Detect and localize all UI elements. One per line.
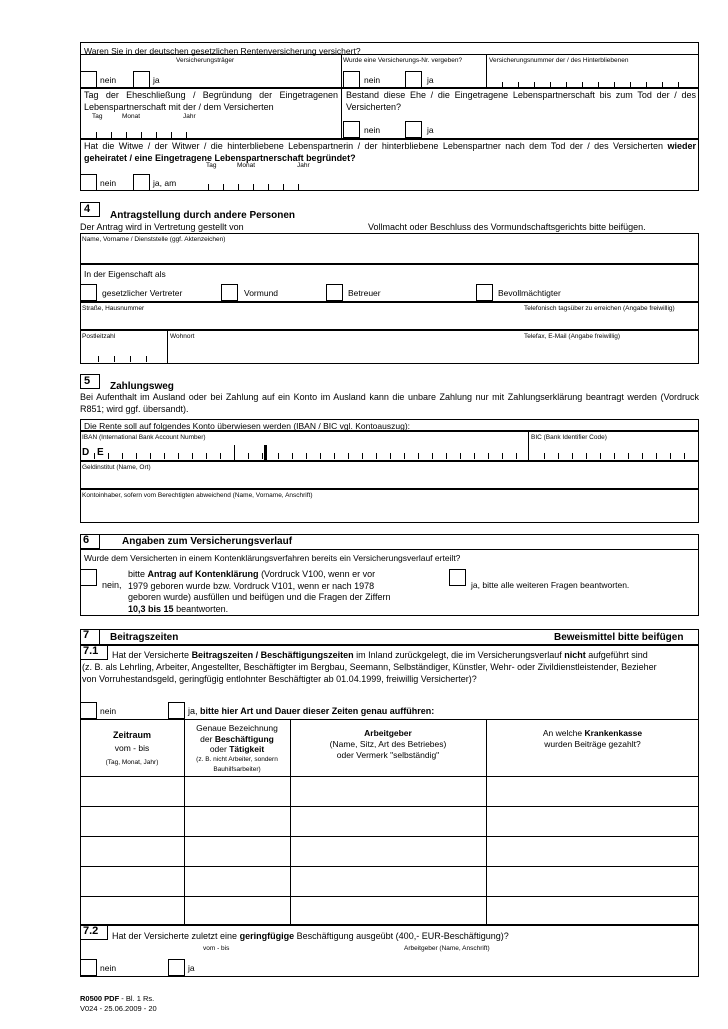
s4-strasse-label: Straße, Hausnummer [82,305,145,312]
s7-number: 7 [80,629,100,645]
s3-ja-label: ja [153,75,160,85]
s3-vsnr-label: Versicherungsnummer der / des Hinterbliebenen [489,57,629,64]
s71-col-krankenkasse-header: An welche Krankenkasse wurden Beiträge gezahlt? [542,728,643,749]
s3-witwe-monat-label: Monat [237,162,256,169]
s3-witwe-date-ticks[interactable] [196,182,346,190]
s4-name-label: Name, Vorname / Dienststelle (ggf. Aktenzeichen) [82,236,226,243]
s3-nr-nein-checkbox[interactable] [343,71,360,88]
s5-iban-label: IBAN (International Bank Account Number) [82,434,206,441]
s4-wohnort-label: Wohnort [170,333,195,340]
s72-question: Hat der Versicherte zuletzt eine geringfügige Beschäftigung ausgeübt (400,- EUR-Beschäftigung)? [112,931,509,941]
s4-bevollmaechtigter-label: Bevollmächtigter [498,288,561,298]
s4-plz-ticks[interactable] [82,354,166,362]
s71-col-beschaeftigung-header: Genaue Bezeichnung der Beschäftigung oder Tätigkeit (z. B. nicht Arbeiter, sondern Bauhilfsarbeiter) [196,723,278,773]
s4-title: Antragstellung durch andere Personen [110,210,296,221]
s5-iban-e: E [97,447,104,458]
s4-gesetzlich-label: gesetzlicher Vertreter [102,288,183,298]
s3-versicherungstraeger-label: Versicherungsträger [176,57,235,64]
s6-title: Angaben zum Versicherungsverlauf [122,536,293,547]
s3-witwe-ja-am-label: ja, am [153,178,177,188]
s71-box [80,645,699,925]
s4-vormund-checkbox[interactable] [221,284,238,301]
s4-telefon-label: Telefonisch tagsüber zu erreichen (Angabe freiwillig) [524,305,675,312]
s4-eigenschaft-label: In der Eigenschaft als [84,269,166,279]
s6-number: 6 [80,534,100,549]
s4-vertretung: Der Antrag wird in Vertretung gestellt von [80,222,244,232]
s3-nein-label: nein [100,75,117,85]
s4-betreuer-checkbox[interactable] [326,284,343,301]
s3-marriage-label: Tag der Eheschließung / Begründung der Eingetragenen Lebenspartnerschaft mit der / dem Versicherten [84,90,338,112]
s71-number: 7.1 [80,645,108,660]
s7-title: Beitragszeiten [110,632,179,643]
s71-ja-checkbox[interactable] [168,702,185,719]
s5-geldinstitut-box[interactable] [80,461,699,489]
s4-telefax-label: Telefax, E-Mail (Angabe freiwillig) [524,333,621,340]
s3-versichert-nein-checkbox[interactable] [80,71,97,88]
s3-tag-label: Tag [92,113,103,120]
s5-bic-label: BIC (Bank Identifier Code) [531,434,607,441]
s72-number: 7.2 [80,925,108,940]
s71-nein-label: nein [100,706,117,716]
s6-nein-label: nein, [102,580,122,590]
s72-arbeitgeber-label: Arbeitgeber (Name, Anschrift) [404,945,490,952]
s3-bestand-nein-checkbox[interactable] [343,121,360,138]
s72-nein-label: nein [100,963,117,973]
s71-ja-label: ja, bitte hier Art und Dauer dieser Zeiten genau aufführen: [188,706,435,716]
s71-nein-checkbox[interactable] [80,702,97,719]
s4-bevollmaechtigter-checkbox[interactable] [476,284,493,301]
s3-witwe-nein-checkbox[interactable] [80,174,97,191]
s4-plz-label: Postleitzahl [82,333,116,340]
footer-form-id: R0500 PDF - Bl. 1 Rs. [80,994,155,1003]
s6-nein-text: bitte Antrag auf Kontenklärung (Vordruck V100, wenn er vor 1979 geboren wurde bzw. Vordruck V101, wenn er nach 1978 geboren wurde) ausfüllen und beifügen und die Fragen der Ziffern 10,3 bis 15 beantworten. [128,569,391,614]
s5-iban-d: D [82,447,90,458]
s3-bestand-nein-label: nein [364,125,381,135]
s72-ja-checkbox[interactable] [168,959,185,976]
s6-ja-checkbox[interactable] [449,569,466,586]
s3-jahr-label: Jahr [183,113,196,120]
s3-witwe-nein-label: nein [100,178,117,188]
s3-vsnr-ticks[interactable] [490,80,696,88]
s6-ja-label: ja, bitte alle weiteren Fragen beantworten. [471,580,630,590]
s71-question-line3: von Vorruhestandsgeld, geringfügig entlohnter Beschäftigter ab 01.04.1999, freiwillig Versicherter)? [82,674,477,684]
s4-vormund-label: Vormund [244,288,279,298]
s3-bestand-label: Bestand diese Ehe / die Eingetragene Lebenspartnerschaft bis zum Tod der / des Versicherten? [346,90,696,112]
s71-col-arbeitgeber-header: Arbeitgeber (Name, Sitz, Art des Betriebes) oder Vermerk "selbständig" [329,728,447,760]
s7-beweismittel: Beweismittel bitte beifügen [554,632,684,643]
s71-question-line2: (z. B. als Lehrling, Arbeiter, Angestellter, Beschäftigter im Bergbau, Seemann, Selbständiger, Künstler, Wehr- oder Zivildienstleistender, Bezieher [82,662,657,672]
s5-number: 5 [80,374,100,389]
s3-witwe-jahr-label: Jahr [297,162,310,169]
s4-gesetzlich-checkbox[interactable] [80,284,97,301]
s72-vom-bis-label: vom - bis [203,945,230,952]
s72-ja-label: ja [188,963,195,973]
s3-nr-ja-checkbox[interactable] [405,71,422,88]
s5-title: Zahlungsweg [110,381,174,392]
s3-witwe-tag-label: Tag [206,162,217,169]
s3-marriage-date-ticks[interactable] [84,130,234,138]
s4-betreuer-label: Betreuer [348,288,381,298]
s4-vollmacht-note: Vollmacht oder Beschluss des Vormundschaftsgerichts bitte beifügen. [368,222,646,232]
s3-monat-label: Monat [122,113,141,120]
s3-nr-vergeben-label: Wurde eine Versicherungs-Nr. vergeben? [343,57,463,64]
s5-geldinstitut-label: Geldinstitut (Name, Ort) [82,464,151,471]
s71-question-line1: Hat der Versicherte Beitragszeiten / Beschäftigungszeiten im Inland zurückgelegt, die im Versicherungsverlauf nicht aufgeführt sind [112,650,648,660]
s3-nr-nein-label: nein [364,75,381,85]
s5-text: Bei Aufenthalt im Ausland oder bei Zahlung auf ein Konto im Ausland kann die unbare Zahlung nur mit Zahlungserklärung beantragt werden (Vordruck R851; wird ggf. übersandt). [80,392,699,414]
s4-number: 4 [80,202,100,217]
s6-nein-checkbox[interactable] [80,569,97,586]
s6-question: Wurde dem Versicherten in einem Kontenklärungsverfahren bereits ein Versicherungsverlauf erteilt? [84,553,461,563]
s5-kontoinhaber-label: Kontoinhaber, sofern vom Berechtigten abweichend (Name, Vorname, Anschrift) [82,492,313,499]
s3-nr-ja-label: ja [427,75,434,85]
s3-bestand-ja-label: ja [427,125,434,135]
s5-iban-ticks[interactable] [80,443,528,461]
s72-nein-checkbox[interactable] [80,959,97,976]
s3-question: Waren Sie in der deutschen gesetzlichen Rentenversicherung versichert? [84,46,361,56]
s3-witwe-ja-checkbox[interactable] [133,174,150,191]
s3-versichert-ja-checkbox[interactable] [133,71,150,88]
s71-col-zeitraum-header: Zeitraum vom - bis (Tag, Monat, Jahr) [105,730,159,766]
s3-bestand-ja-checkbox[interactable] [405,121,422,138]
s5-konto-label: Die Rente soll auf folgendes Konto überwiesen werden (IBAN / BIC vgl. Kontoauszug): [84,421,411,431]
s5-bic-ticks[interactable] [530,453,698,461]
s3-witwe-label: Hat die Witwe / der Witwer / die hinterbliebene Lebenspartnerin / der hinterbliebene Lebenspartner nach dem Tod der / des Versicherten wieder geheiratet / eine Eingetragene Lebenspartnerschaft begründet? [84,141,696,163]
footer-version: V024 - 25.06.2009 - 20 [80,1004,157,1013]
